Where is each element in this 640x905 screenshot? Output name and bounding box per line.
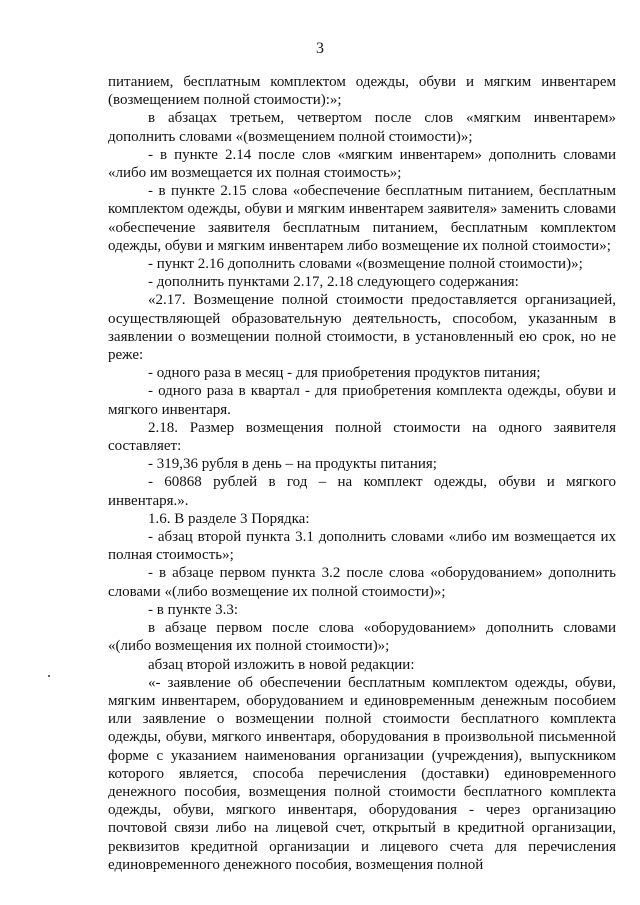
paragraph: - в пункте 3.3: [148,601,239,618]
paragraph: - дополнить пунктами 2.17, 2.18 следующего содержания: [148,274,519,291]
paragraph-item-2-18: 2.18. Размер возмещения полной стоимости на одного заявителя составляет: [108,419,616,455]
paragraph-continuation: питанием, бесплатным комплектом одежды, обуви и мягким инвентарем (возмещением полной стоимости):»; [108,74,616,109]
paragraph-section-1-6: 1.6. В разделе 3 Порядка: [148,510,310,527]
paragraph: - 319,36 рубля в день – на продукты питания; [148,456,437,473]
paragraph: - одного раза в месяц - для приобретения продуктов питания; [148,365,541,382]
paragraph: - 60868 рублей в год – на комплект одежды, обуви и мягкого инвентаря.». [108,474,616,509]
paragraph: в абзаце первом после слова «оборудованием» дополнить словами «(либо возмещения их полной стоимости)»; [108,620,616,655]
paragraph: в абзацах третьем, четвертом после слов «мягким инвентарем» дополнить словами «(возмещением полной стоимости)»; [108,110,616,145]
paragraph: абзац второй изложить в новой редакции: [148,656,415,673]
paragraph: - абзац второй пункта 3.1 дополнить словами «либо им возмещается их полная стоимость»; [108,529,616,564]
document-body [108,73,616,874]
paragraph-item-2-17: «2.17. Возмещение полной стоимости предоставляется организацией, осуществляющей образовательную деятельность, способом, указанным в заявлении о возмещении полной стоимости, в установленный ею срок, но не реже: [108,292,616,364]
paragraph: - в абзаце первом пункта 3.2 после слова «оборудованием» дополнить словами «(либо возмещение их полной стоимости)»; [108,565,616,600]
paragraph: - одного раза в квартал - для приобретения комплекта одежды, обуви и мягкого инвентаря. [108,383,616,418]
paragraph-quoted-application: «- заявление об обеспечении бесплатным комплектом одежды, обуви, мягким инвентарем, оборудованием и единовременным денежным пособием или заявление о возмещении полной стоимости бесплатного комплекта одежды, обуви, мягкого инвентаря, оборудования в произвольной письменной форме с указанием наименования организации (учреждения), выпускником которого является, способа перечисления (доставки) единовременного денежного пособия, возмещения полной стоимости бесплатного комплекта одежды, обуви, мягкого инвентаря, оборудования - через организацию почтовой связи либо на лицевой счет, открытый в кредитной организации, реквизитов кредитной организации и лицевого счета для перечисления единовременного денежного пособия, возмещения полной [108,674,616,873]
scan-speck [48,675,50,677]
paragraph: - пункт 2.16 дополнить словами «(возмещение полной стоимости)»; [148,256,583,273]
page-number: 3 [316,40,324,57]
paragraph: - в пункте 2.15 слова «обеспечение бесплатным питанием, бесплатным комплектом одежды, обуви и мягким инвентарем заявителя» заменить словами «обеспечение заявителя бесплатным питанием, бесплатным комплектом одежды, обуви и мягким инвентарем либо возмещение их полной стоимости»; [108,183,616,254]
paragraph: - в пункте 2.14 после слов «мягким инвентарем» дополнить словами «либо им возмещается их полная стоимость»; [108,146,616,182]
